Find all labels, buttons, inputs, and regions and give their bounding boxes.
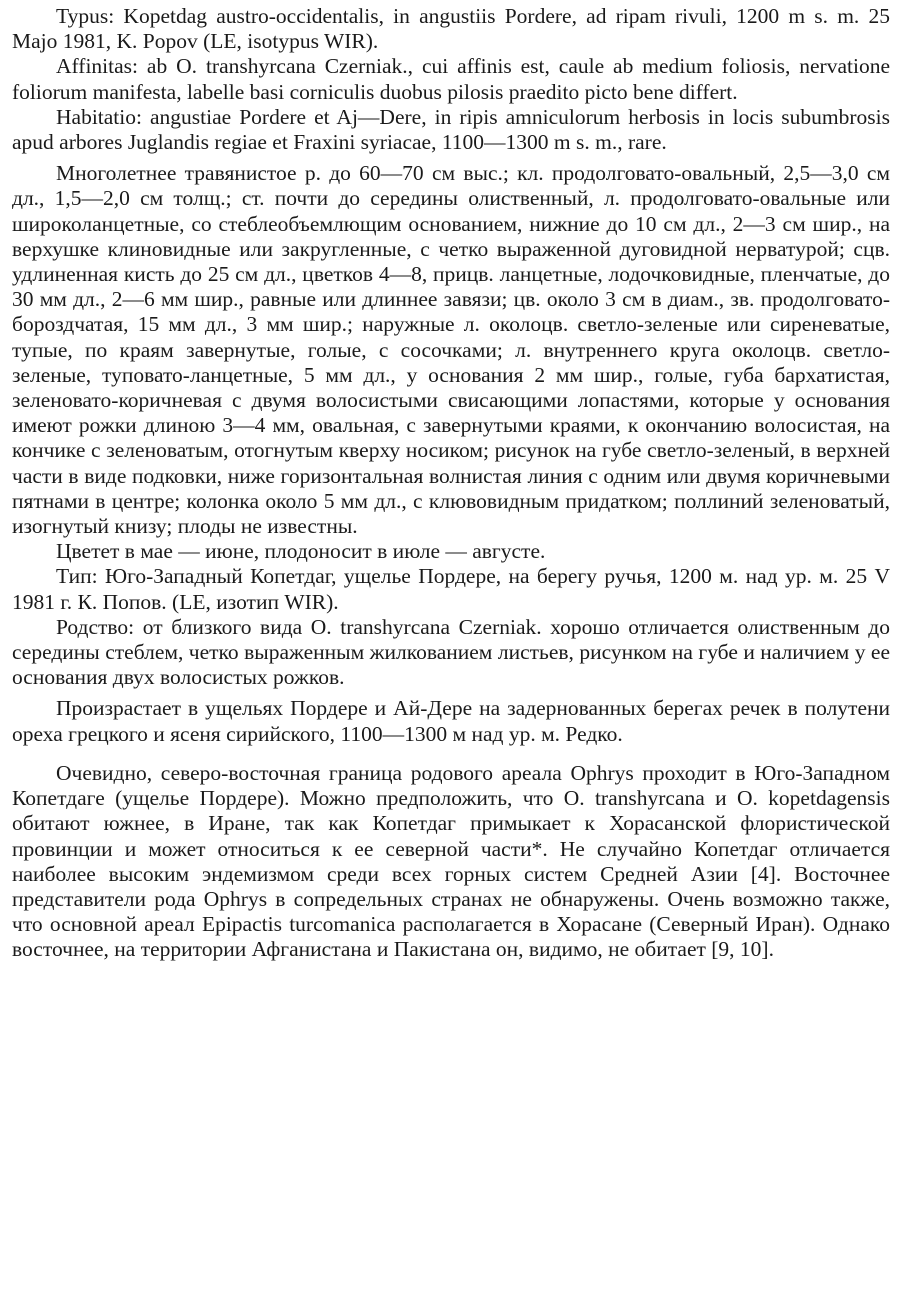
paragraph-typus: Typus: Kopetdag austro-occidentalis, in angustiis Pordere, ad ripam rivuli, 1200 m s. m. 25 Majo 1981, K. Popov (LE, isotypus WIR). [12, 4, 890, 54]
paragraph-habitatio: Habitatio: angustiae Pordere et Aj—Dere, in ripis amniculorum herbosis in locis subumbrosis apud arbores Juglandis regiae et Fraxini syriacae, 1100—1300 m s. m., rare. [12, 104, 890, 155]
paragraph-discussion: Очевидно, северо-восточная граница родового ареала Ophrys проходит в Юго-Западном Копетдаге (ущелье Пордере). Можно предположить, что O. transhyrcana и O. kopetdagensis обитают южнее, в Иране, так как Копетдаг примыкает к Хорасанской флористической провинции и может относиться к ее северной части*. Не случайно Копетдаг отличается наиболее высоким эндемизмом среди всех горных систем Средней Азии [4]. Восточнее представители рода Ophrys в сопредельных странах не обнаружены. Очень возможно также, что основной ареал Epipactis turcomanica располагается в Хорасане (Северный Иран). Однако восточнее, на территории Афганистана и Пакистана он, видимо, не обитает [9, 10]. [12, 760, 890, 962]
paragraph-habitat-ru: Произрастает в ущельях Пордере и Ай-Дере на задернованных берегах речек в полутени ореха грецкого и ясеня сирийского, 1100—1300 м над ур. м. Редко. [12, 696, 890, 746]
document-page [12, 4, 890, 963]
paragraph-description: Многолетнее травянистое р. до 60—70 см выс.; кл. продолговато-овальный, 2,5—3,0 см дл., 1,5—2,0 см толщ.; ст. почти до середины олиственный, л. продолговато-овальные или широколанцетные, со стеблеобъемлющим основанием, нижние до 10 см дл., 2—3 см шир., на верхушке клиновидные или закругленные, с четко выраженной дуговидной нерватурой; сцв. удлиненная кисть до 25 см дл., цветков 4—8, прицв. ланцетные, лодочковидные, пленчатые, до 30 мм дл., 2—6 мм шир., равные или длиннее завязи; цв. около 3 см в диам., зв. продолговато-бороздчатая, 15 мм дл., 3 мм шир.; наружные л. околоцв. светло-зеленые или сиреневатые, тупые, по краям завернутые, голые, с сосочками; л. внутреннего круга околоцв. светло-зеленые, туповато-ланцетные, 5 мм дл., у основания 2 мм шир., голые, губа бархатистая, зеленовато-коричневая с двумя волосистыми свисающими лопастями, которые у основания имеют рожки длиною 3—4 мм, овальная, с завернутыми краями, к окончанию волосистая, на кончике с зеленоватым, отогнутым кверху носиком; рисунок на губе светло-зеленый, в верхней части в виде подковки, ниже горизонтальная волнистая линия с одним или двумя коричневыми пятнами в центре; колонка около 5 мм дл., с клювовидным придатком; поллиний зеленоватый, изогнутый книзу; плоды не известны. [12, 161, 890, 539]
paragraph-affinitas: Affinitas: ab O. transhyrcana Czerniak., cui affinis est, caule ab medium foliosis, nervatione foliorum manifesta, labelle basi corniculis duobus pilosis praedito picto bene differt. [12, 54, 890, 104]
paragraph-type-specimen: Тип: Юго-Западный Копетдаг, ущелье Пордере, на берегу ручья, 1200 м. над ур. м. 25 V 1981 г. К. Попов. (LE, изотип WIR). [12, 564, 890, 614]
paragraph-flowering: Цветет в мае — июне, плодоносит в июле — августе. [56, 539, 546, 564]
paragraph-affinity-ru: Родство: от близкого вида O. transhyrcana Czerniak. хорошо отличается олиственным до середины стеблем, четко выраженным жилкованием листьев, рисунком на губе и наличием у ее основания двух волосистых рожков. [12, 614, 890, 690]
